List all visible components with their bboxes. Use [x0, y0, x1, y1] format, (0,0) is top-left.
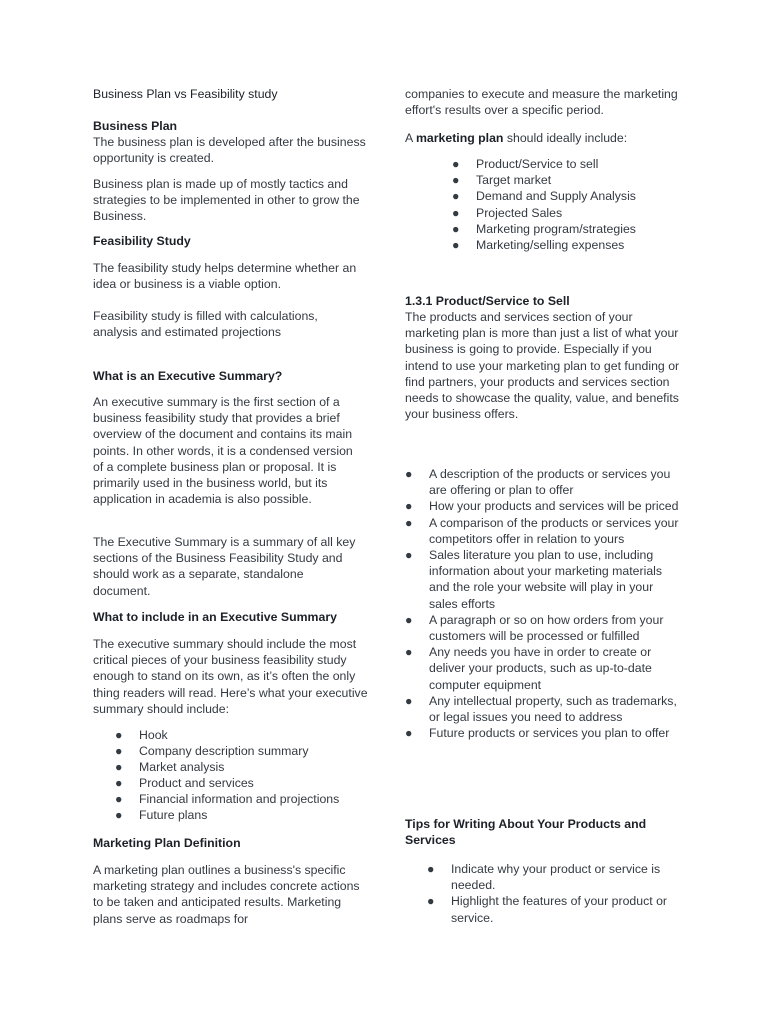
- marketing-plan-definition-paragraph: A marketing plan outlines a business's specific marketing strategy and includes concrete actions to be taken and anticipated results. Marketing plans serve as roadmaps for: [93, 863, 360, 926]
- list-item: ● Target market: [452, 173, 552, 188]
- what-to-include-heading: What to include in an Executive Summary: [93, 610, 337, 624]
- business-plan-paragraph-2: Business plan is made up of mostly tactics and strategies to be implemented in other to grow the Business.: [93, 177, 360, 224]
- marketing-plan-list: [405, 156, 685, 253]
- bullet-icon: ●: [405, 499, 413, 514]
- list-item: ● A comparison of the products or services your competitors offer in relation to yours: [405, 515, 679, 546]
- marketing-plan-term: marketing plan: [415, 131, 504, 145]
- bullet-icon: ●: [405, 726, 413, 741]
- list-item: ● Company description summary: [115, 744, 309, 758]
- bullet-icon: ●: [115, 744, 123, 758]
- bullet-icon: ●: [427, 894, 435, 909]
- list-item: ● Future plans: [115, 808, 208, 822]
- list-item: ● Hook: [115, 728, 168, 742]
- marketing-plan-definition-heading: Marketing Plan Definition: [93, 836, 241, 850]
- continued-paragraph: companies to execute and measure the marketing effort's results over a specific period.: [405, 87, 678, 118]
- bullet-icon: ●: [115, 728, 123, 742]
- list-item: ● A paragraph or so on how orders from your customers will be processed or fulfilled: [405, 612, 664, 644]
- bullet-icon: ●: [427, 862, 435, 876]
- list-item: ● A description of the products or services you are offering or plan to offer: [405, 467, 671, 498]
- list-item: ● Marketing program/strategies: [452, 221, 636, 236]
- feasibility-study-heading: Feasibility Study: [93, 234, 191, 248]
- bullet-icon: ●: [452, 189, 460, 204]
- bullet-icon: ●: [405, 612, 413, 627]
- business-plan-paragraph-1: The business plan is developed after the business opportunity is created.: [93, 135, 366, 166]
- bullet-icon: ●: [452, 205, 460, 220]
- list-item: ● Financial information and projections: [115, 792, 340, 806]
- list-item: ● Product/Service to sell: [452, 157, 599, 171]
- list-item: ● Marketing/selling expenses: [452, 238, 625, 253]
- bullet-icon: ●: [115, 808, 123, 822]
- list-item: ● Market analysis: [115, 760, 225, 774]
- bullet-icon: ●: [452, 221, 460, 236]
- feasibility-paragraph-2: Feasibility study is filled with calculations, analysis and estimated projections: [93, 309, 318, 340]
- bullet-icon: ●: [405, 548, 413, 563]
- list-item: ● How your products and services will be priced: [405, 499, 679, 514]
- tips-heading: Tips for Writing About Your Products and Services: [405, 817, 647, 848]
- executive-summary-paragraph-2: The Executive Summary is a summary of all key sections of the Business Feasibility Study and should work as a separate, standalone document.: [93, 535, 356, 598]
- feasibility-paragraph-1: The feasibility study helps determine whether an idea or business is a viable option.: [93, 261, 357, 292]
- list-item: ● Sales literature you plan to use, including information about your marketing materials and the role your website will play in your sales efforts: [405, 548, 663, 611]
- tips-list: [405, 861, 685, 926]
- list-item: ● Projected Sales: [452, 205, 563, 220]
- product-service-paragraph: The products and services section of your marketing plan is more than just a list of what your business is going to provide. Especially if you intend to use your marketing plan to get funding or find partners, your products and services section needs to showcase the quality, value, and benefits your business offers.: [405, 310, 680, 422]
- executive-summary-paragraph-1: An executive summary is the first section of a business feasibility study that provides a brief overview of the document and contains its main points. In other words, it is a condensed version of a complete business plan or proposal. It is primarily used in the business world, but its application in academia is also possible.: [93, 395, 353, 507]
- list-item: ● Future products or services you plan to offer: [405, 726, 670, 741]
- marketing-plan-intro: A marketing plan should ideally include:: [405, 131, 628, 145]
- bullet-icon: ●: [115, 760, 123, 774]
- list-item: ● Highlight the features of your product or service.: [427, 894, 668, 925]
- product-service-list: [405, 466, 685, 741]
- bullet-icon: ●: [452, 238, 460, 253]
- list-item: ● Demand and Supply Analysis: [452, 189, 636, 204]
- document-title: Business Plan vs Feasibility study: [93, 87, 278, 101]
- what-to-include-paragraph: The executive summary should include the most critical pieces of your business feasibility study enough to stand on its own, as it’s often the only thing readers will read. Here’s what your executive summary should include:: [93, 637, 368, 716]
- list-item: ● Indicate why your product or service is needed.: [427, 862, 661, 893]
- bullet-icon: ●: [452, 173, 460, 188]
- executive-summary-list: [93, 727, 375, 823]
- list-item: ● Any intellectual property, such as trademarks, or legal issues you need to address: [405, 693, 677, 725]
- bullet-icon: ●: [405, 467, 413, 481]
- bullet-icon: ●: [115, 792, 123, 806]
- bullet-icon: ●: [452, 157, 460, 171]
- bullet-icon: ●: [405, 645, 413, 660]
- business-plan-heading: Business Plan: [93, 119, 178, 133]
- list-item: ● Any needs you have in order to create or deliver your products, such as up-to-date computer equipment: [405, 645, 652, 692]
- list-item: ● Product and services: [115, 776, 254, 790]
- bullet-icon: ●: [405, 515, 413, 530]
- executive-summary-heading: What is an Executive Summary?: [93, 369, 283, 383]
- product-service-heading: 1.3.1 Product/Service to Sell: [405, 294, 570, 308]
- bullet-icon: ●: [115, 776, 123, 790]
- bullet-icon: ●: [405, 693, 413, 708]
